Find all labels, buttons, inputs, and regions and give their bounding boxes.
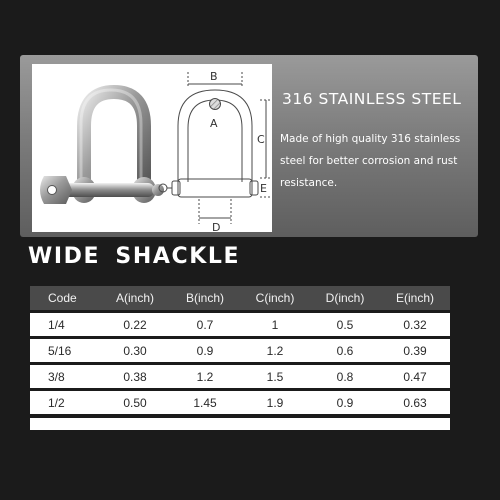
dim-label-a: A bbox=[210, 117, 218, 130]
table-cell: 0.8 bbox=[310, 365, 380, 388]
spec-table bbox=[30, 283, 450, 417]
column-header: E(inch) bbox=[380, 286, 450, 310]
table-cell: 0.7 bbox=[170, 313, 240, 336]
material-panel bbox=[20, 55, 478, 237]
table-cell: 0.6 bbox=[310, 339, 380, 362]
table-cell: 1.2 bbox=[240, 339, 310, 362]
table-row bbox=[30, 313, 450, 336]
table-cell: 1.45 bbox=[170, 391, 240, 414]
table-cell: 0.32 bbox=[380, 313, 450, 336]
column-header: C(inch) bbox=[240, 286, 310, 310]
table-cell: 0.63 bbox=[380, 391, 450, 414]
table-cell: 0.50 bbox=[100, 391, 170, 414]
shackle-image-box bbox=[32, 64, 272, 232]
material-title: 316 STAINLESS STEEL bbox=[282, 90, 462, 108]
column-header: D(inch) bbox=[310, 286, 380, 310]
column-header: Code bbox=[30, 286, 100, 310]
shackle-photo bbox=[40, 90, 164, 204]
table-cell: 0.30 bbox=[100, 339, 170, 362]
table-row bbox=[30, 339, 450, 362]
table-cell: 0.5 bbox=[310, 313, 380, 336]
table-cell: 1.9 bbox=[240, 391, 310, 414]
column-header: B(inch) bbox=[170, 286, 240, 310]
table-cell: 5/16 bbox=[30, 339, 100, 362]
table-cell: 1.5 bbox=[240, 365, 310, 388]
shackle-illustration bbox=[32, 64, 272, 232]
table-cell: 0.47 bbox=[380, 365, 450, 388]
table-cell: 0.38 bbox=[100, 365, 170, 388]
table-cell: 0.39 bbox=[380, 339, 450, 362]
table-cell: 0.9 bbox=[310, 391, 380, 414]
dim-label-c: C bbox=[257, 133, 265, 146]
table-bottom-strip bbox=[30, 418, 450, 430]
table-cell: 0.22 bbox=[100, 313, 170, 336]
table-row bbox=[30, 391, 450, 414]
dim-label-b: B bbox=[210, 70, 218, 83]
table-header-row bbox=[30, 286, 450, 310]
shackle-line-drawing bbox=[159, 72, 272, 224]
table-cell: 1 bbox=[240, 313, 310, 336]
product-heading: WIDE SHACKLE bbox=[28, 244, 241, 269]
material-description: Made of high quality 316 stainless steel for better corrosion and rust resistance. bbox=[280, 133, 461, 189]
table-cell: 1.2 bbox=[170, 365, 240, 388]
table-cell: 0.9 bbox=[170, 339, 240, 362]
column-header: A(inch) bbox=[100, 286, 170, 310]
pin-section bbox=[210, 99, 221, 110]
table-cell: 1/2 bbox=[30, 391, 100, 414]
dim-label-e: E bbox=[260, 182, 267, 195]
table-row bbox=[30, 365, 450, 388]
table-cell: 3/8 bbox=[30, 365, 100, 388]
table-cell: 1/4 bbox=[30, 313, 100, 336]
dim-label-d: D bbox=[212, 221, 221, 232]
